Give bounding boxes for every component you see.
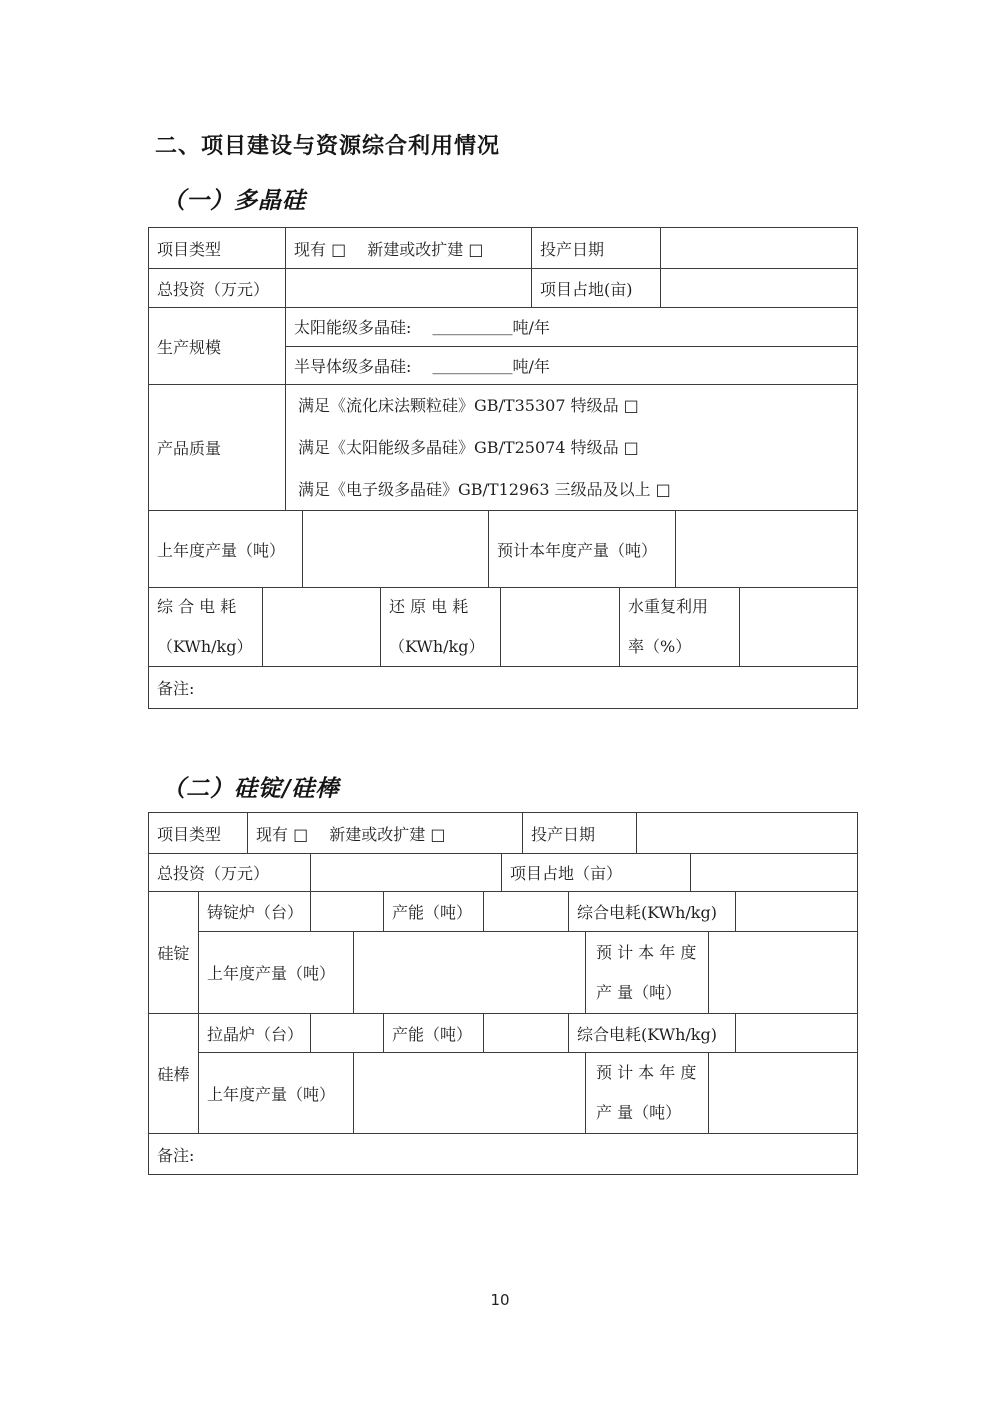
t1-total-investment-value: [286, 269, 532, 307]
t2-remark-cell: 备注:: [157, 1145, 195, 1165]
t2-total-investment-label: 总投资（万元）: [149, 854, 311, 891]
ingot-rod-table: [148, 812, 858, 1175]
table-row: [199, 1053, 857, 1133]
t2-commissioning-date-value: [637, 813, 857, 853]
t2-ingot-thisyear-label: 预 计 本 年 度 产 量（吨）: [586, 932, 709, 1013]
table-row: [149, 511, 857, 588]
t1-product-quality-label: 产品质量: [149, 385, 286, 510]
section-heading: 二、项目建设与资源综合利用情况: [155, 133, 501, 158]
t1-water-reuse-label: 水重复利用 率（%）: [620, 588, 740, 666]
t2-project-type-label: 项目类型: [149, 813, 248, 853]
t1-product-quality-lines: 满足《流化床法颗粒硅》GB/T35307 特级品 □ 满足《太阳能级多晶硅》GB/T25074 特级品 □ 满足《电子级多晶硅》GB/T12963 三级品及以上 □: [298, 395, 671, 499]
t2-total-investment-value: [311, 854, 502, 891]
t1-thisyear-output-value: [676, 511, 857, 587]
t2-rod-lastyear-label: 上年度产量（吨）: [199, 1053, 354, 1133]
t2-rod-thisyear-label: 预 计 本 年 度 产 量（吨）: [586, 1053, 709, 1133]
t1-semiconductor-grade-line: 半导体级多晶硅: ＿＿＿＿＿吨/年: [294, 356, 550, 376]
t2-project-type-options: 现有 □ 新建或改扩建 □: [248, 813, 523, 853]
t2-rod-thisyear-value: [709, 1053, 857, 1133]
t1-reduction-power-value: [501, 588, 620, 666]
t1-production-scale-label: 生产规模: [149, 308, 286, 384]
t2-ingot-power-label: 综合电耗(KWh/kg): [569, 892, 736, 931]
t2-rod-power-label: 综合电耗(KWh/kg): [569, 1014, 736, 1052]
t1-commissioning-date-label: 投产日期: [532, 228, 661, 268]
t2-rod-lastyear-value: [354, 1053, 586, 1133]
product-quality-section: [149, 385, 857, 511]
t2-ingot-furnace-value: [311, 892, 384, 931]
t1-commissioning-date-value: [661, 228, 857, 268]
polysilicon-table: [148, 227, 858, 709]
ingot-rows: [199, 892, 857, 1013]
t1-remark-cell: 备注:: [157, 679, 195, 698]
page-number: 10: [490, 1291, 510, 1309]
production-scale-rows: [286, 308, 857, 384]
production-scale-section: [149, 308, 857, 385]
t1-reduction-power-label: 还 原 电 耗 （KWh/kg）: [381, 588, 501, 666]
t2-rod-capacity-label: 产能（吨）: [384, 1014, 484, 1052]
subsection-heading-ingot-rod: （二）硅锭/硅棒: [162, 775, 340, 802]
t1-comprehensive-power-label: 综 合 电 耗 （KWh/kg）: [149, 588, 263, 666]
table-row: [149, 1134, 857, 1174]
t2-ingot-capacity-value: [484, 892, 569, 931]
t2-rod-label: 硅棒: [149, 1014, 199, 1133]
t1-water-reuse-value: [740, 588, 857, 666]
ingot-section: [149, 892, 857, 1014]
t2-ingot-furnace-label: 铸锭炉（台）: [199, 892, 311, 931]
t1-thisyear-output-label: 预计本年度产量（吨）: [489, 511, 676, 587]
t1-lastyear-output-label: 上年度产量（吨）: [149, 511, 303, 587]
t2-rod-capacity-value: [484, 1014, 569, 1052]
t2-land-area-value: [691, 854, 857, 891]
table-row: [149, 813, 857, 854]
table-row: [149, 588, 857, 667]
t2-ingot-lastyear-label: 上年度产量（吨）: [199, 932, 354, 1013]
subsection-heading-polysilicon: （一）多晶硅: [162, 187, 306, 214]
t2-ingot-label: 硅锭: [149, 892, 199, 1013]
table-row: [199, 892, 857, 932]
t2-commissioning-date-label: 投产日期: [523, 813, 637, 853]
table-row: [286, 347, 857, 385]
t1-land-area-label: 项目占地(亩): [532, 269, 661, 307]
table-row: [149, 228, 857, 269]
t2-ingot-power-value: [736, 892, 857, 931]
table-row: [199, 932, 857, 1013]
rod-section: [149, 1014, 857, 1134]
table-row: [149, 269, 857, 308]
t1-lastyear-output-value: [303, 511, 489, 587]
t1-project-type-options: 现有 □ 新建或改扩建 □: [286, 228, 532, 268]
t2-ingot-thisyear-value: [709, 932, 857, 1013]
table-row: [149, 667, 857, 708]
t1-total-investment-label: 总投资（万元）: [149, 269, 286, 307]
t2-land-area-label: 项目占地（亩）: [502, 854, 691, 891]
t1-land-area-value: [661, 269, 857, 307]
t2-ingot-capacity-label: 产能（吨）: [384, 892, 484, 931]
table-row: [149, 854, 857, 892]
t2-rod-power-value: [736, 1014, 857, 1052]
t1-project-type-label: 项目类型: [149, 228, 286, 268]
t1-comprehensive-power-value: [263, 588, 381, 666]
t2-rod-furnace-label: 拉晶炉（台）: [199, 1014, 311, 1052]
t2-ingot-lastyear-value: [354, 932, 586, 1013]
t1-product-quality-lines-cell: [286, 385, 857, 510]
rod-rows: [199, 1014, 857, 1133]
t1-solar-grade-line: 太阳能级多晶硅: ＿＿＿＿＿吨/年: [294, 318, 550, 338]
t2-rod-furnace-value: [311, 1014, 384, 1052]
table-row: [199, 1014, 857, 1053]
table-row: [286, 308, 857, 347]
